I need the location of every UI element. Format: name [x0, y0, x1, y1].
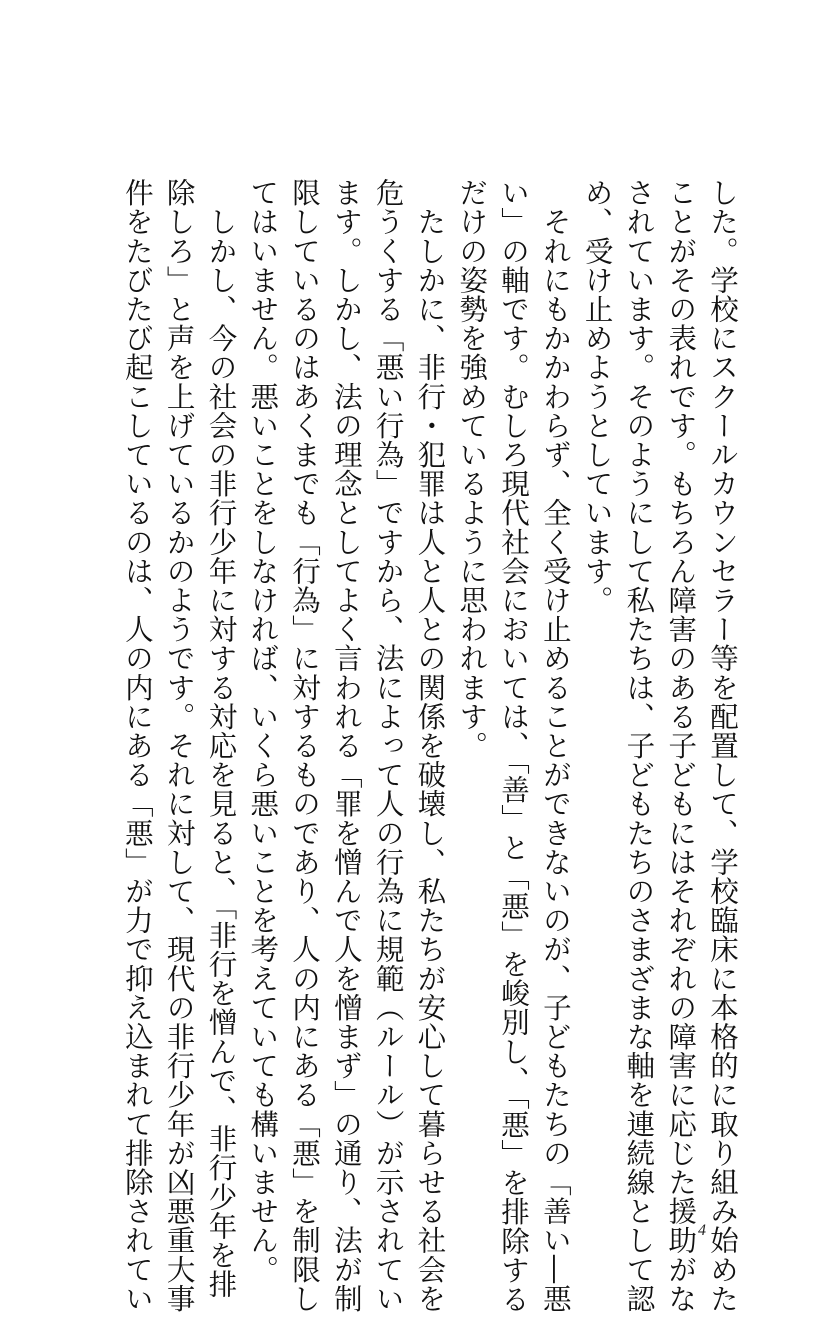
- text-line-7: だけの姿勢を強めているように思われます。: [455, 178, 489, 760]
- text-line-1: した。学校にスクールカウンセラー等を配置して、学校臨床に本格的に取り組み始めた: [706, 178, 739, 1313]
- vertical-text-block: [116, 178, 743, 1314]
- text-line-11: 限しているのはあくまでも「行為」に対するものであり、人の内にある「悪」を制限し: [288, 178, 322, 1313]
- text-line-4: め、受け止めようとしています。: [580, 178, 614, 615]
- text-line-10: ます。しかし、法の理念としてよく言われる「罪を憎んで人を憎まず」の通り、法が制: [329, 178, 363, 1313]
- text-line-15: 件をたびたび起こしているのは、人の内にある「悪」が力で抑え込まれて排除されてい: [120, 178, 154, 1313]
- text-line-6: い」の軸です。むしろ現代社会においては、「善」と「悪」を峻別し、「悪」を排除する: [497, 178, 531, 1314]
- text-line-2: ことがその表れです。もちろん障害のある子どもにはそれぞれの障害に応じた援助がな: [664, 178, 698, 1313]
- text-line-5: それにもかかわらず、全く受け止めることができないのが、子どもたちの「善い―悪: [538, 178, 572, 1313]
- page-number: 4: [698, 1222, 706, 1239]
- text-line-13: しかし、今の社会の非行少年に対する対応を見ると、「非行を憎んで、非行少年を排: [204, 178, 238, 1299]
- text-line-9: 危うくする「悪い行為」ですから、法によって人の行為に規範（ルール）が示されてい: [371, 178, 405, 1313]
- text-line-14: 除しろ」と声を上げているかのようです。それに対して、現代の非行少年が凶悪重大事: [162, 178, 196, 1313]
- text-line-3: されています。そのようにして私たちは、子どもたちのさまざまな軸を連続線として認: [622, 178, 656, 1313]
- text-line-8: たしかに、非行・犯罪は人と人との関係を破壊し、私たちが安心して暮らせる社会を: [413, 178, 447, 1313]
- text-line-12: てはいません。悪いことをしなければ、いくら悪いことを考えていても構いません。: [246, 178, 280, 1284]
